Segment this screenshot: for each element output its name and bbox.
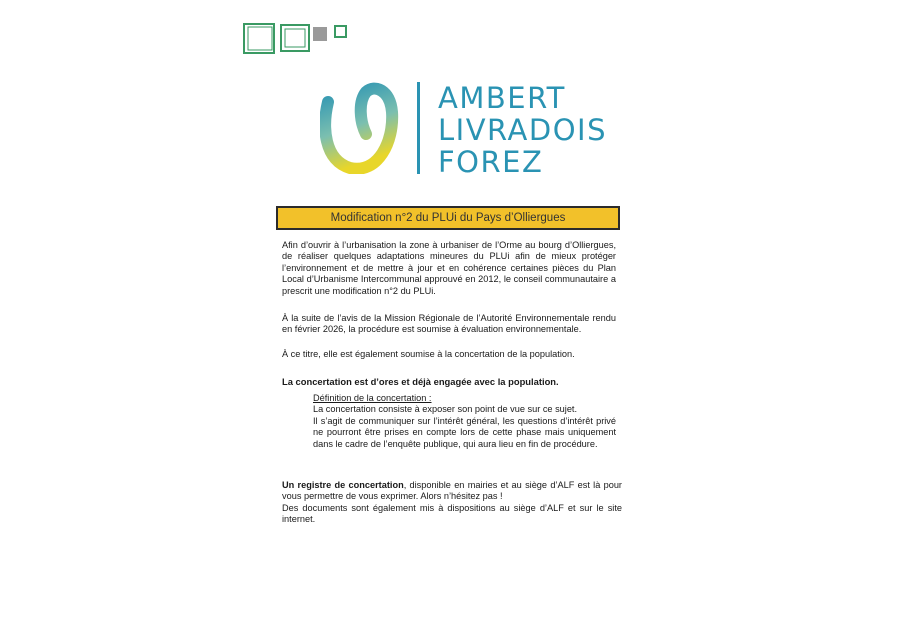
ambert-livradois-forez-logo-icon <box>320 82 400 174</box>
logo-line-3: FOREZ <box>438 145 544 179</box>
mission-paragraph: À la suite de l’avis de la Mission Régionale de l’Autorité Environnementale rendu en février 2026, la procédure est soumise à évaluation environnementale. <box>282 313 616 335</box>
registre-paragraph <box>282 480 622 503</box>
documents-paragraph: Des documents sont également mis à dispositions au siège d’ALF et sur le site internet. <box>282 502 622 525</box>
document-title: Modification n°2 du PLUi du Pays d’Olliergues <box>276 206 620 230</box>
registre-bold: Un registre de concertation <box>282 480 404 490</box>
logo-line-1: AMBERT <box>438 81 566 115</box>
logo-divider <box>417 82 420 174</box>
logo-wordmark <box>438 82 607 178</box>
decorative-squares-icon <box>243 21 353 55</box>
definition-line-1: La concertation consiste à exposer son point de vue sur ce sujet. <box>313 404 578 415</box>
registre-rest: , disponible en mairies et au siège d’ALF est là pour vous permettre de vous exprimer. Alors n’hésitez pas ! <box>282 480 622 502</box>
definition-line-2: Il s’agit de communiquer sur l’intérêt général, les questions d’intérêt privé ne pourront être prises en compte lors de cette phase mais uniquement dans le cadre de l’enquête publique, qui aura lieu en fin de procédure. <box>313 415 616 449</box>
registre-block <box>282 480 622 526</box>
logo-line-2: LIVRADOIS <box>438 113 607 147</box>
concertation-heading: La concertation est d’ores et déjà engagée avec la population. <box>282 376 559 387</box>
definition-title: Définition de la concertation : <box>313 393 432 403</box>
intro-paragraph: Afin d’ouvrir à l’urbanisation la zone à urbaniser de l’Orme au bourg d’Olliergues, de réaliser quelques adaptations mineures du PLUi afin de mieux protéger l’environnement et de mettre à jour et en cohérence certaines pièces du Plan Local d’Urbanisme Intercommunal approuvé en 2012, le conseil communautaire a prescrit une modification n°2 du PLUi. <box>282 240 616 296</box>
definition-block <box>313 393 616 450</box>
concertation-note: À ce titre, elle est également soumise à la concertation de la population. <box>282 349 575 359</box>
